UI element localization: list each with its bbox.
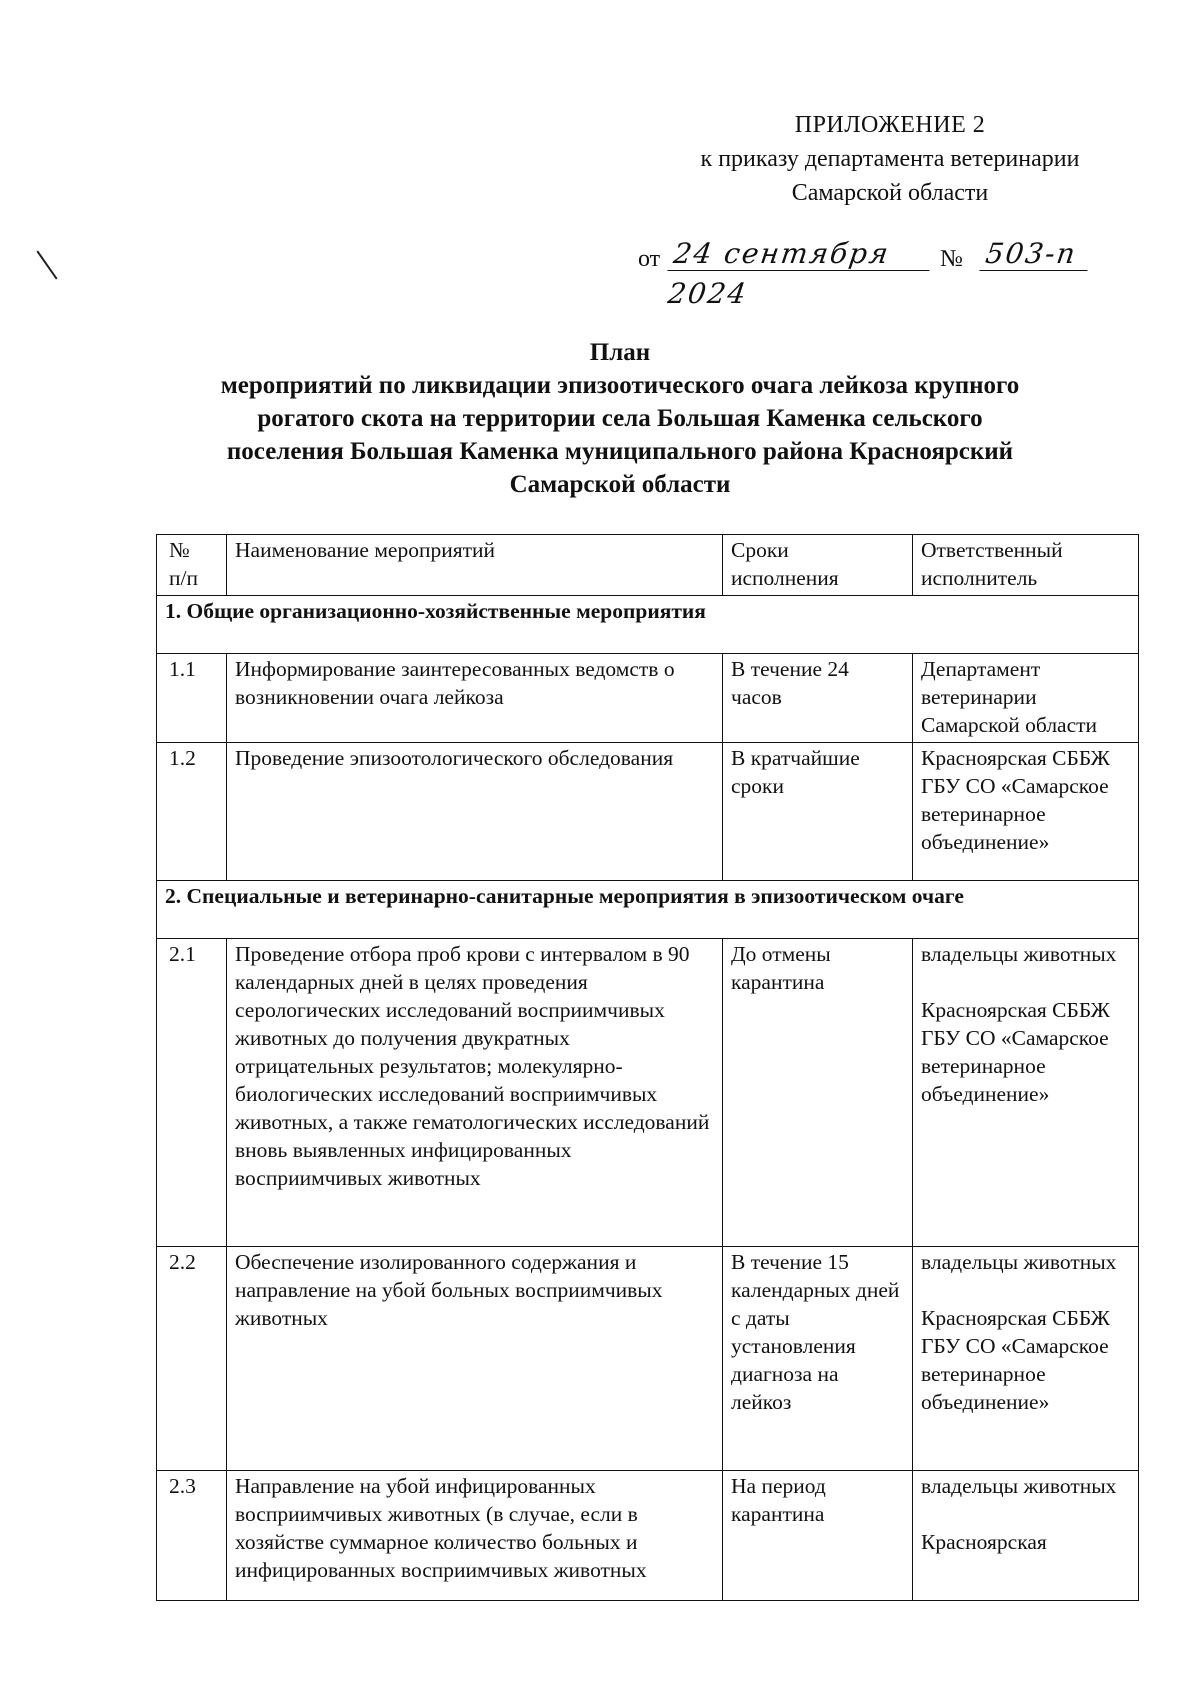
header-num [157, 535, 227, 596]
scan-artifact-mark [36, 251, 57, 280]
from-label: от [638, 246, 661, 272]
table-row [157, 654, 1139, 743]
header-name: Наименование мероприятий [227, 535, 723, 596]
table-row [157, 939, 1139, 1247]
row-name: Направление на убой инфицированных восприимчивых животных (в случае, если в хозяйстве суммарное количество больных и инфицированных восприимчивых животных [227, 1471, 723, 1601]
responsible-org: Красноярская [921, 1530, 1047, 1554]
plan-heading: План [589, 339, 651, 366]
plan-title-line4: Самарской области [509, 471, 731, 498]
appendix-line2: Самарской области [791, 180, 989, 206]
table-row [157, 1247, 1139, 1471]
row-name: Проведение эпизоотологического обследования [227, 743, 723, 881]
header-resp-line2: исполнитель [921, 566, 1038, 590]
row-responsible [913, 1471, 1139, 1601]
paragraph-gap [921, 1276, 1130, 1304]
table-row [157, 1471, 1139, 1601]
header-num-line2: п/п [169, 566, 198, 590]
responsible-org: Красноярская СББЖ ГБУ СО «Самарское ветеринарное объединение» [921, 1306, 1110, 1414]
header-responsible [913, 535, 1139, 596]
table-header-row [157, 535, 1139, 596]
section-row [157, 881, 1139, 939]
row-num: 1.1 [157, 654, 227, 743]
plan-title-line3: поселения Большая Каменка муниципального района Красноярский [226, 438, 1014, 465]
section-row [157, 596, 1139, 654]
header-num-line1: № [169, 538, 190, 562]
appendix-line1: к приказу департамента ветеринарии [700, 146, 1080, 172]
row-term: В течение 24 часов [723, 654, 913, 743]
responsible-owner: владельцы животных [921, 942, 1117, 966]
handwritten-date: 24 сентября 2024 [667, 234, 934, 271]
responsible-owner: владельцы животных [921, 1250, 1117, 1274]
row-responsible [913, 1247, 1139, 1471]
number-label: № [940, 246, 963, 272]
plan-title-line2: рогатого скота на территории села Большая Каменка сельского [257, 405, 983, 432]
row-num: 1.2 [157, 743, 227, 881]
header-term-line1: Сроки [731, 538, 789, 562]
row-term: На период карантина [723, 1471, 913, 1601]
row-responsible: Красноярская СББЖ ГБУ СО «Самарское ветеринарное объединение» [913, 743, 1139, 881]
header-term [723, 535, 913, 596]
paragraph-gap [921, 968, 1130, 996]
row-name: Обеспечение изолированного содержания и направление на убой больных восприимчивых животных [227, 1247, 723, 1471]
section-1-title: 1. Общие организационно-хозяйственные мероприятия [157, 596, 1139, 654]
table-row [157, 743, 1139, 881]
row-num: 2.3 [157, 1471, 227, 1601]
appendix-header [660, 108, 1120, 210]
paragraph-gap [921, 1500, 1130, 1528]
row-responsible [913, 939, 1139, 1247]
responsible-owner: владельцы животных [921, 1474, 1117, 1498]
handwritten-number: 503-п [979, 234, 1092, 271]
plan-title-line1: мероприятий по ликвидации эпизоотического очага лейкоза крупного [220, 372, 1020, 399]
row-responsible: Департамент ветеринарии Самарской области [913, 654, 1139, 743]
responsible-org: Красноярская СББЖ ГБУ СО «Самарское ветеринарное объединение» [921, 998, 1110, 1106]
row-name: Информирование заинтересованных ведомств о возникновении очага лейкоза [227, 654, 723, 743]
section-2-title: 2. Специальные и ветеринарно-санитарные мероприятия в эпизоотическом очаге [157, 881, 1139, 939]
header-term-line2: исполнения [731, 566, 839, 590]
plan-table [156, 534, 1139, 1601]
row-term: В кратчайшие сроки [723, 743, 913, 881]
order-date-number [638, 234, 1128, 310]
row-name: Проведение отбора проб крови с интервалом в 90 календарных дней в целях проведения серологических исследований восприимчивых животных до получения двукратных отрицательных результатов; молекулярно-биологических исследований восприимчивых животных, а также гематологических исследований вновь выявленных инфицированных восприимчивых животных [227, 939, 723, 1247]
row-term: В течение 15 календарных дней с даты установления диагноза на лейкоз [723, 1247, 913, 1471]
row-num: 2.2 [157, 1247, 227, 1471]
row-num: 2.1 [157, 939, 227, 1247]
row-term: До отмены карантина [723, 939, 913, 1247]
appendix-title: ПРИЛОЖЕНИЕ 2 [794, 112, 986, 138]
plan-title [175, 336, 1065, 501]
header-resp-line1: Ответственный [921, 538, 1063, 562]
